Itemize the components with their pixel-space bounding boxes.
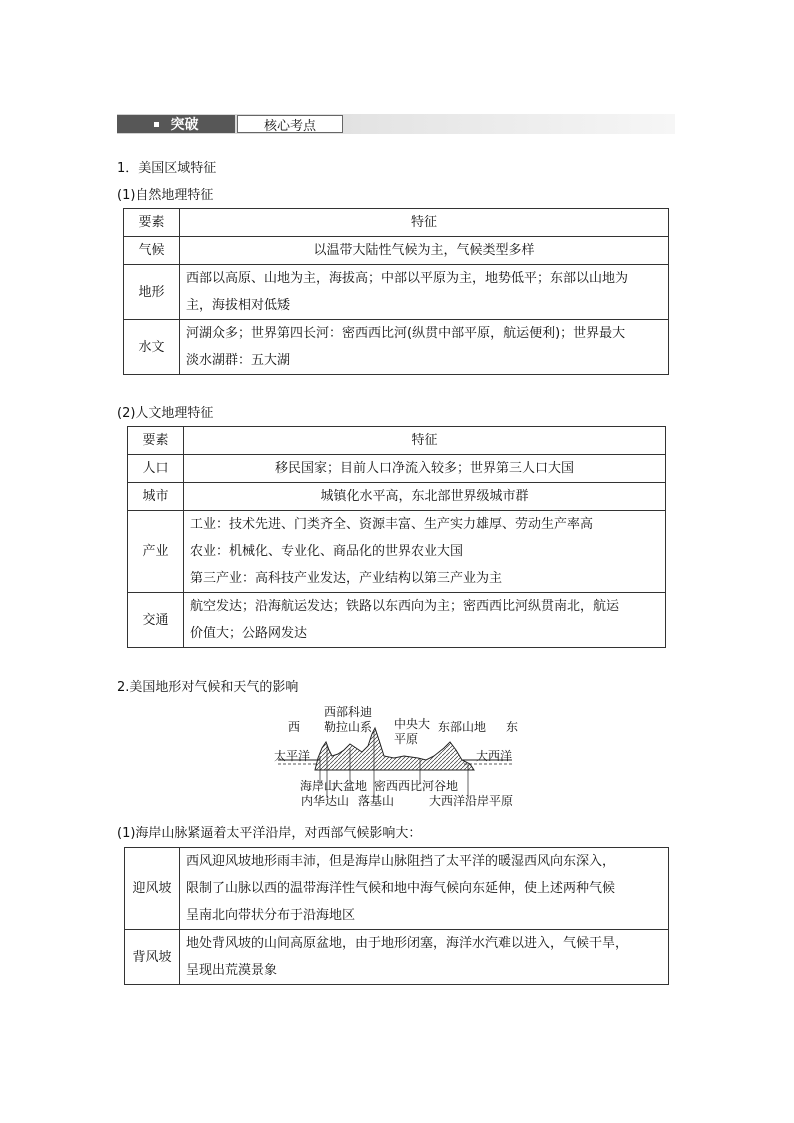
value-line: 限制了山脉以西的温带海洋性气候和地中海气候向东延伸，使上述两种气候 — [186, 881, 616, 896]
label-sierra-nevada: 内华达山 — [301, 794, 350, 808]
label-eastern-mountains: 东部山地 — [438, 720, 487, 734]
value-line: 呈南北向带状分布于沿海地区 — [186, 908, 356, 923]
row-key: 地形 — [124, 265, 180, 320]
value-line: 西部以高原、山地为主，海拔高；中部以平原为主，地势低平；东部以山地为 — [186, 271, 629, 286]
human-geo-table — [127, 426, 666, 648]
table-row — [128, 511, 666, 593]
header-cell: 特征 — [180, 209, 669, 237]
coastal-range-heading: (1)海岸山脉紧逼着太平洋沿岸，对西部气候影响大： — [117, 826, 422, 841]
row-key: 气候 — [124, 237, 180, 265]
label-cordillera-1: 西部科迪 — [324, 705, 373, 719]
row-value: 移民国家；目前人口净流入较多；世界第三人口大国 — [184, 455, 666, 483]
row-value — [180, 265, 669, 320]
row-key: 背风坡 — [125, 930, 180, 985]
banner-tag — [117, 115, 235, 133]
section-1-heading: 1．美国区域特征 — [117, 161, 217, 176]
table-header-row — [124, 209, 669, 237]
value-line: 农业：机械化、专业化、商品化的世界农业大国 — [190, 544, 464, 559]
value-line: 价值大；公路网发达 — [190, 626, 308, 641]
label-west: 西 — [288, 720, 301, 734]
table-row — [128, 483, 666, 511]
section-banner — [117, 114, 675, 134]
label-atlantic-plain: 大西洋沿岸平原 — [429, 794, 514, 808]
section-2-heading: 2.美国地形对气候和天气的影响 — [117, 680, 299, 695]
value-line: 河湖众多；世界第四长河：密西西比河(纵贯中部平原，航运便利)；世界最大 — [186, 326, 626, 341]
value-line: 呈现出荒漠景象 — [186, 963, 278, 978]
row-key: 交通 — [128, 593, 184, 648]
label-pacific: 太平洋 — [274, 749, 311, 763]
value-line: 第三产业：高科技产业发达，产业结构以第三产业为主 — [190, 571, 503, 586]
table-row — [128, 455, 666, 483]
terrain-cross-section — [270, 704, 525, 810]
row-value: 以温带大陆性气候为主，气候类型多样 — [180, 237, 669, 265]
label-central-plain-2: 平原 — [394, 732, 419, 746]
table-row — [125, 848, 669, 930]
label-coast-range: 海岸山 — [300, 779, 337, 793]
label-atlantic: 大西洋 — [476, 749, 513, 763]
row-key: 产业 — [128, 511, 184, 593]
row-value — [180, 930, 669, 985]
table-row — [125, 930, 669, 985]
header-cell: 特征 — [184, 427, 666, 455]
label-mississippi-valley: 密西西比河谷地 — [374, 779, 459, 793]
label-rocky: 落基山 — [358, 794, 395, 808]
value-line: 主，海拔相对低矮 — [186, 298, 291, 313]
row-value — [184, 593, 666, 648]
value-line: 地处背风坡的山间高原盆地，由于地形闭塞，海洋水汽难以进入，气候干旱， — [186, 936, 629, 951]
value-line: 淡水湖群：五大湖 — [186, 353, 291, 368]
row-value — [180, 320, 669, 375]
row-key: 水文 — [124, 320, 180, 375]
row-value — [180, 848, 669, 930]
value-line: 航空发达；沿海航运发达；铁路以东西向为主；密西西比河纵贯南北，航运 — [190, 599, 620, 614]
natural-geo-heading: (1)自然地理特征 — [117, 188, 214, 203]
banner-title: 核心考点 — [237, 115, 343, 133]
table-row — [128, 593, 666, 648]
label-east: 东 — [506, 720, 519, 734]
label-great-basin: 大盆地 — [331, 779, 368, 793]
banner-tag-text: 突破 — [170, 117, 199, 133]
human-geo-heading: (2)人文地理特征 — [117, 406, 214, 421]
value-line: 工业：技术先进、门类齐全、资源丰富、生产实力雄厚、劳动生产率高 — [190, 517, 594, 532]
table-row — [124, 320, 669, 375]
row-value: 城镇化水平高，东北部世界级城市群 — [184, 483, 666, 511]
header-cell: 要素 — [128, 427, 184, 455]
table-header-row — [128, 427, 666, 455]
table-row — [124, 265, 669, 320]
row-value — [184, 511, 666, 593]
table-row — [124, 237, 669, 265]
row-key: 人口 — [128, 455, 184, 483]
value-line: 西风迎风坡地形雨丰沛，但是海岸山脉阻挡了太平洋的暖湿西风向东深入， — [186, 854, 616, 869]
row-key: 城市 — [128, 483, 184, 511]
slope-effect-table — [124, 847, 669, 985]
square-bullet-icon — [154, 122, 159, 127]
header-cell: 要素 — [124, 209, 180, 237]
natural-geo-table — [123, 208, 669, 375]
label-central-plain-1: 中央大 — [394, 717, 431, 731]
label-cordillera-2: 勒拉山系 — [324, 720, 373, 734]
row-key: 迎风坡 — [125, 848, 180, 930]
